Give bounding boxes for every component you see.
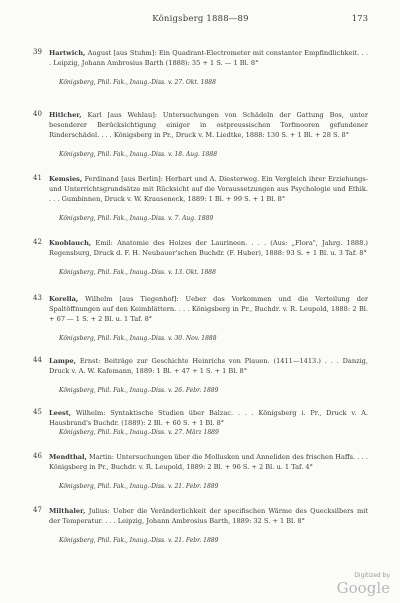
author-name: Kemsies, <box>49 175 83 183</box>
author-name: Hartwich, <box>49 49 86 57</box>
author-name: Lampe, <box>49 357 76 365</box>
entry-note: Königsberg, Phil. Fak., Inaug.-Diss. v. 21. Febr. 1889 <box>59 483 219 490</box>
entry-note: Königsberg, Phil. Fak., Inaug.-Diss. v. 21. Febr. 1889 <box>59 537 219 544</box>
author-name: Mendthal, <box>49 453 87 461</box>
page-number: 173 <box>351 14 368 24</box>
entry-note: Königsberg, Phil. Fak., Inaug.-Diss. v. 26. Febr. 1889 <box>59 387 219 394</box>
entry-note: Königsberg, Phil. Fak., Inaug.-Diss. v. 18. Aug. 1888 <box>59 151 218 158</box>
entry-text <box>49 506 368 526</box>
entry-description: Ferdinand [aus Berlin]: Herbart und A. Diesterweg. Ein Vergleich ihrer Erziehungs- und Unterrichtsgrundsätze mit Rücksicht auf die Voraussetzungen aus Psychologie und Ethik. . . . Gumbinnen, Druck v. W. Krauseneck, 1889: 1 Bl. + 99 S. + 1 Bl. 8° <box>49 175 368 203</box>
author-name: Korella, <box>49 295 79 303</box>
entry-text <box>49 174 368 204</box>
author-name: Milthaler, <box>49 507 86 515</box>
entry-number: 46 <box>33 452 42 460</box>
entry-text <box>49 408 368 428</box>
entry-text <box>49 356 368 376</box>
entry-note: Königsberg, Phil. Fak., Inaug.-Diss. v. 13. Okt. 1888 <box>59 269 216 276</box>
author-name: Hitlcher, <box>49 111 82 119</box>
entry-number: 39 <box>33 48 42 56</box>
entry-note: Königsberg, Phil. Fak., Inaug.-Diss. v. 30. Nov. 1888 <box>59 335 217 342</box>
entry-text <box>49 110 368 140</box>
entry-description: Emil: Anatomie des Holzes der Laurineen. . . . (Aus: „Flora", Jahrg. 1888.) Regensburg, Druck d. F. H. Neubauer'schen Buchdr. (F. Huber), 1888: 93 S. + 1 Bl. u. 3 Taf. 8° <box>49 239 368 257</box>
running-header <box>33 14 368 26</box>
entry-description: Karl [aus Wehlau]: Untersuchungen von Schädeln der Gattung Bos, unter besonderer Berücksichtigung einiger in ostpreussischen Torfmooren gefundener Rinderschädel. . . . Königsberg in Pr., Druck v. M. Liedtke, 1888: 130 S. + 1 Bl. + 28 S. 8° <box>49 111 368 139</box>
entry-text <box>49 452 368 472</box>
entry-note: Königsberg, Phil. Fak., Inaug.-Diss. v. 27. März 1889 <box>59 429 219 436</box>
entry-note: Königsberg, Phil. Fak., Inaug.-Diss. v. 27. Okt. 1888 <box>59 79 216 86</box>
entry-text <box>49 238 368 258</box>
entry-note: Königsberg, Phil. Fak., Inaug.-Diss. v. 7. Aug. 1889 <box>59 215 214 222</box>
entry-number: 45 <box>33 408 42 416</box>
entry-description: Wilhelm [aus Tiegenhof]: Ueber das Vorkommen und die Verteilung der Spaltöffnungen auf den Keimblättern. . . . Königsberg in Pr., Buchdr. v. R. Leupold, 1888: 2 Bl. + 67 — 1 S. + 2 Bl. u. 1 Taf. 8° <box>49 295 368 323</box>
entry-text <box>49 294 368 324</box>
entry-number: 40 <box>33 110 42 118</box>
entry-number: 42 <box>33 238 42 246</box>
entry-description: August [aus Stuhm]: Ein Quadrant-Electrometer mit constanter Empfindlichkeit. . . . Leipzig, Johann Ambrosius Barth (1888): 35 + 1 S. — 1 Bl. 8° <box>49 49 368 67</box>
entry-text <box>49 48 368 68</box>
entry-number: 41 <box>33 174 42 182</box>
entry-description: Ernst: Beiträge zur Geschichte Heinrichs von Plauen. (1411—1413.) . . . Danzig, Druck v. A. W. Kafemann, 1889: 1 Bl. + 47 + 1 S. + 1 Bl. 8° <box>49 357 368 375</box>
digitized-watermark <box>337 572 390 597</box>
entry-number: 47 <box>33 506 42 514</box>
google-logo: Google <box>336 579 390 597</box>
author-name: Leest, <box>49 409 72 417</box>
entry-description: Wilhelm: Syntaktische Studien über Balzac. . . . Königsberg i. Pr., Druck v. A. Hausbrand's Buchdr. (1889): 2 Bl. + 60 S. + 1 Bl. 8° <box>49 409 368 427</box>
entry-number: 43 <box>33 294 42 302</box>
entry-number: 44 <box>33 356 42 364</box>
header-title: Königsberg 1888—89 <box>152 14 249 24</box>
entry-description: Martin: Untersuchungen über die Mollusken und Anneliden des frischen Haffs. . . . Königsberg in Pr., Buchdr. v. R. Leupold, 1889: 2 Bl. + 96 S. + 2 Bl. u. 1 Taf. 4° <box>49 453 368 471</box>
watermark-caption: Digitized by <box>354 572 390 579</box>
author-name: Knoblauch, <box>49 239 92 247</box>
entry-description: Julius: Ueber die Veränderlichkeit der specifischen Wärme des Quecksilbers mit der Temperatur. . . . Leipzig, Johann Ambrosius Barth, 1889: 32 S. + 1 Bl. 8° <box>49 507 368 525</box>
